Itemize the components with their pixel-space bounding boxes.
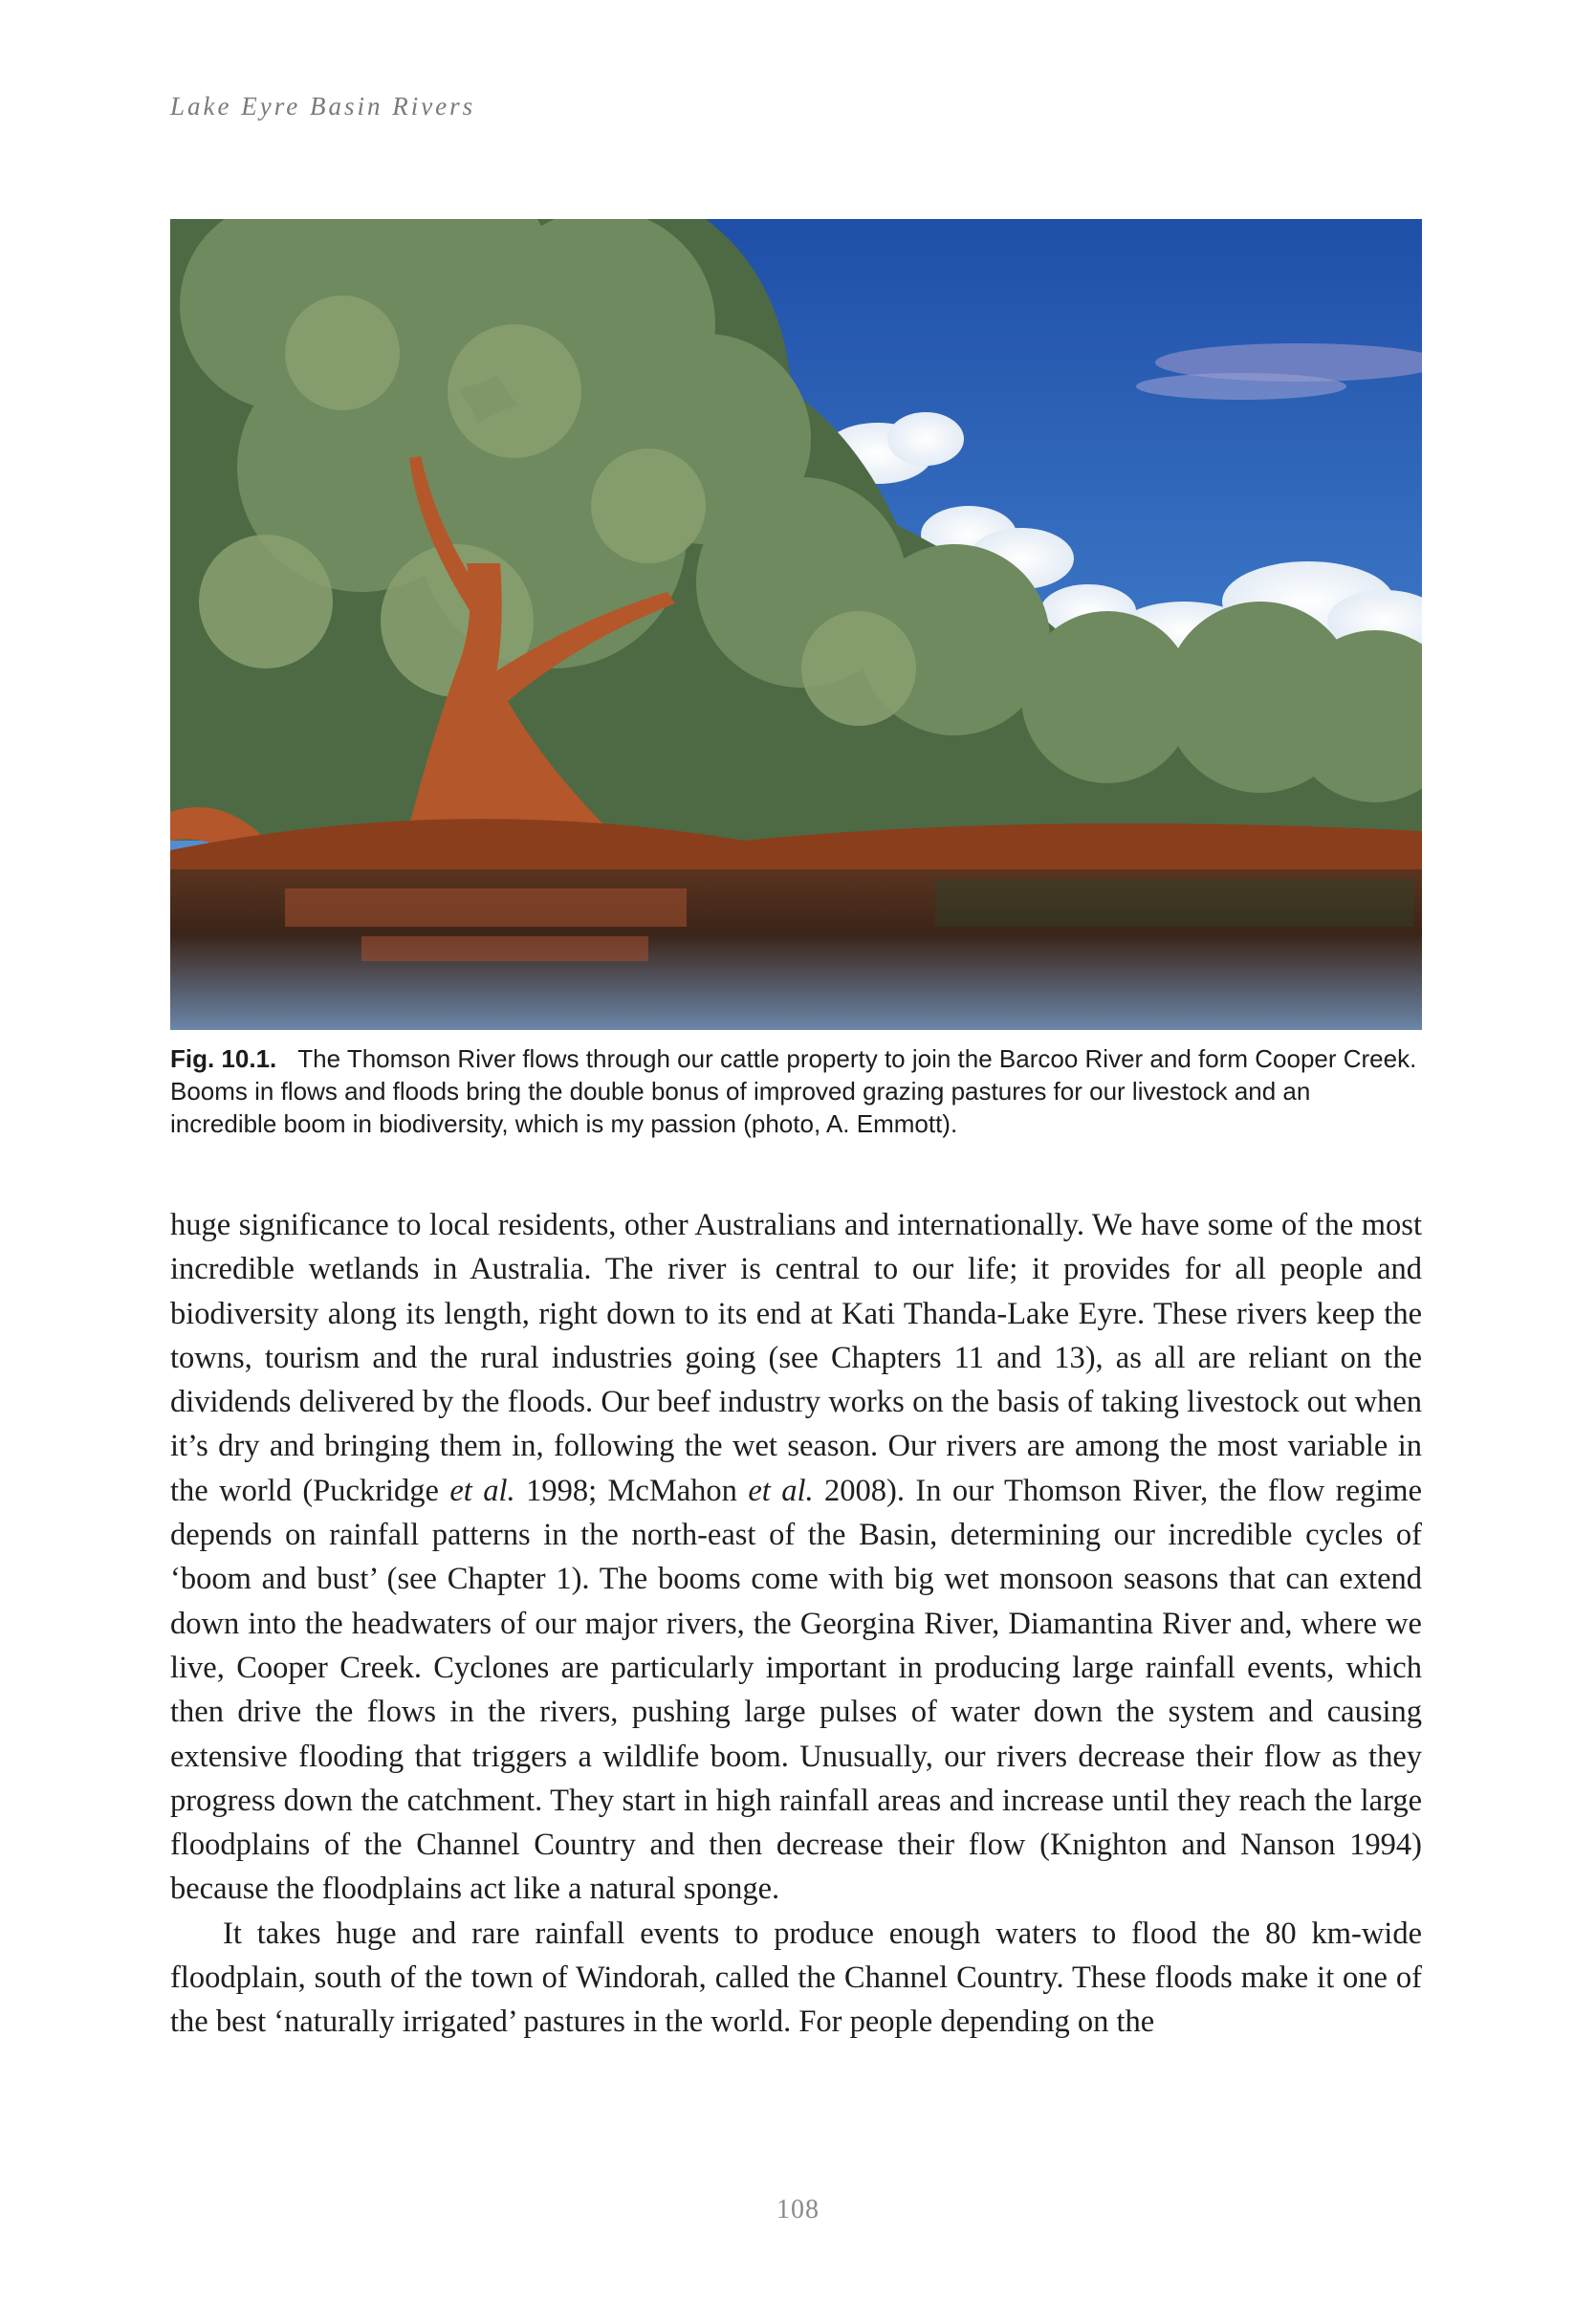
paragraph-1-part-1: huge significance to local residents, other Australians and internationally. We have some of the most incredible wetlands in Australia. The river is central to our life; it provides for all people and biodiversity along its length, right down to its end at Kati Thanda-Lake Eyre. These rivers keep the towns, tourism and the rural industries going (see Chapters 11 and 13), as all are reliant on the dividends delivered by the floods. Our beef industry works on the basis of taking livestock out when it’s dry and bringing them in, following the wet season. Our rivers are among the most variable in the world (Puckridge [170, 1208, 1422, 1508]
running-head: Lake Eyre Basin Rivers [170, 92, 476, 120]
river-photo [170, 219, 1422, 1030]
citation-et-al-1: et al. [449, 1473, 515, 1508]
page-number: 108 [776, 2195, 820, 2224]
river-photo-illustration [170, 219, 1422, 1030]
body-text [170, 1203, 1422, 2045]
figure-caption-text: The Thomson River flows through our cattle property to join the Barcoo River and form Cooper Creek. Booms in flows and floods bring the double bonus of improved grazing pastures for our livestock and an incredible boom in biodiversity, which is my passion (photo, A. Emmott). [170, 1044, 1417, 1138]
paragraph-1-part-3: 2008). In our Thomson River, the flow regime depends on rainfall patterns in the north-east of the Basin, determining our incredible cycles of ‘boom and bust’ (see Chapter 1). The booms come with big wet monsoon seasons that can extend down into the headwaters of our major rivers, the Georgina River, Diamantina River and, where we live, Cooper Creek. Cyclones are particularly important in producing large rainfall events, which then drive the flows in the rivers, pushing large pulses of water down the system and causing extensive flooding that triggers a wildlife boom. Unusually, our rivers decrease their flow as they progress down the catchment. They start in high rainfall areas and increase until they reach the large floodplains of the Channel Country and then decrease their flow (Knighton and Nanson 1994) because the floodplains act like a natural sponge. [170, 1473, 1422, 1907]
figure-label: Fig. 10.1. [170, 1044, 277, 1073]
paragraph-2: It takes huge and rare rainfall events to produce enough waters to flood the 80 km-wide floodplain, south of the town of Windorah, called the Channel Country. These floods make it one of the best ‘naturally irrigated’ pastures in the world. For people depending on the [170, 1916, 1422, 2040]
figure-caption [170, 1042, 1422, 1140]
paragraph-1 [170, 1203, 1422, 1912]
paragraph-1-part-2: 1998; McMahon [514, 1473, 749, 1508]
citation-et-al-2: et al. [748, 1473, 814, 1508]
